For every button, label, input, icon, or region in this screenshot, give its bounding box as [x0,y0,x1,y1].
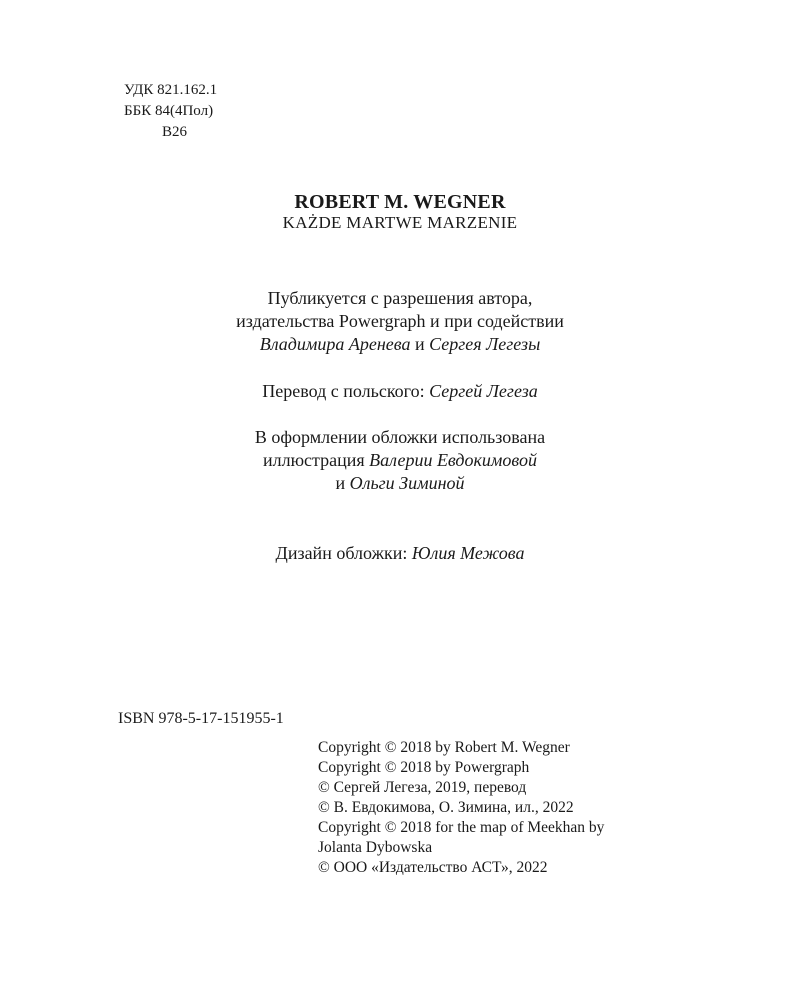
permission-notice [0,287,800,356]
illustration-and: и [335,473,350,493]
cover-design-label: Дизайн обложки: [275,543,412,563]
copyright-line: © В. Евдокимова, О. Зимина, ил., 2022 [318,799,574,816]
illustration-line-1: В оформлении обложки использована [254,427,546,447]
original-title: KAŻDE MARTWE MARZENIE [282,213,518,232]
copyright-line: Copyright © 2018 for the map of Meekhan by [318,819,605,836]
classification-block [124,80,217,143]
bbk-code: ББК 84(4Пол) [124,103,214,119]
translation-credit [0,380,800,403]
permission-line-2: издательства Powergraph и при содействии [236,311,564,331]
cover-illustration-credit [0,426,800,495]
isbn: ISBN 978-5-17-151955-1 [118,710,284,727]
copyright-line: Jolanta Dybowska [318,839,433,856]
illustrator-name-1: Валерии Евдокимовой [369,450,537,470]
translator-name: Сергей Легеза [429,381,538,401]
copyright-line: Copyright © 2018 by Robert M. Wegner [318,739,570,756]
original-author: ROBERT M. WEGNER [294,191,506,213]
illustration-line-2 [0,449,800,472]
copyright-block [318,738,604,878]
cover-designer-name: Юлия Межова [411,543,525,563]
illustrator-name-2: Ольги Зиминой [349,473,465,493]
cover-design-credit [0,542,800,565]
copyright-line: © Сергей Легеза, 2019, перевод [318,779,527,796]
copyright-line: Copyright © 2018 by Powergraph [318,759,530,776]
udk-code: УДК 821.162.1 [124,82,218,98]
permission-name-2: Сергея Легезы [429,334,541,354]
translation-label: Перевод с польского: [262,381,430,401]
author-mark: В26 [162,124,188,140]
permission-name-1: Владимира Аренева [259,334,411,354]
permission-line-1: Публикуется с разрешения автора, [267,288,533,308]
illustration-line-3 [0,472,800,495]
copyright-line: © ООО «Издательство АСТ», 2022 [318,859,548,876]
permission-and: и [410,334,430,354]
illustration-prefix: иллюстрация [263,450,370,470]
permission-line-3 [0,333,800,356]
